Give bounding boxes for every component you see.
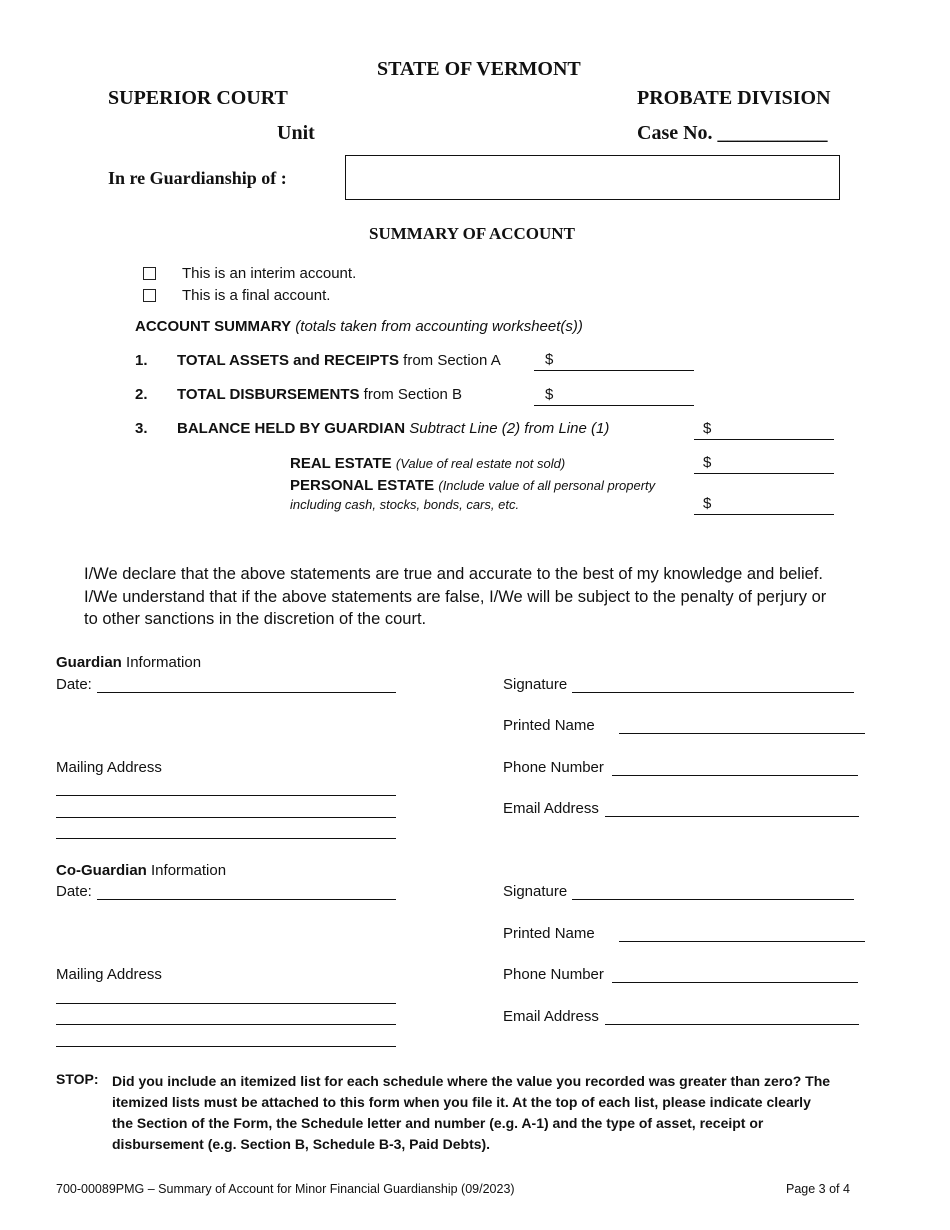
guardianship-name-field[interactable] — [345, 155, 840, 200]
stop-line-1: Did you include an itemized list for each schedule where the value you recorded was greater than zero? The — [112, 1073, 831, 1089]
guardian-printed-name-label: Printed Name — [503, 717, 595, 734]
declaration-line-2: I/We understand that if the above statements are false, I/We will be subject to the penalty of perjury or — [84, 587, 827, 606]
unit-label: Unit — [277, 122, 315, 144]
line-2-number: 2. — [135, 386, 148, 403]
coguardian-date-label: Date: — [56, 883, 92, 900]
declaration-line-1: I/We declare that the above statements are true and accurate to the best of my knowledge and belief. — [84, 565, 823, 583]
guardian-email-label: Email Address — [503, 800, 599, 817]
guardian-address-line-1[interactable] — [56, 795, 396, 796]
line-3-currency: $ — [703, 420, 712, 437]
account-summary-heading-note: (totals taken from accounting worksheet(s)) — [295, 318, 583, 335]
coguardian-date-field[interactable] — [97, 899, 396, 900]
guardian-phone-label: Phone Number — [503, 759, 604, 776]
state-heading: STATE OF VERMONT — [377, 58, 581, 80]
real-estate-amount-field[interactable] — [694, 473, 834, 474]
line-1-amount-field[interactable] — [534, 370, 694, 371]
real-estate-currency: $ — [703, 454, 712, 471]
coguardian-address-line-3[interactable] — [56, 1046, 396, 1047]
case-number-label: Case No. — [637, 122, 713, 144]
coguardian-signature-field[interactable] — [572, 899, 854, 900]
coguardian-printed-name-field[interactable] — [619, 941, 865, 942]
footer-form-id: 700-00089PMG – Summary of Account for Minor Financial Guardianship (09/2023) — [56, 1182, 515, 1196]
guardian-mailing-label: Mailing Address — [56, 759, 162, 776]
final-account-checkbox[interactable] — [143, 289, 156, 302]
guardian-address-line-3[interactable] — [56, 838, 396, 839]
coguardian-email-label: Email Address — [503, 1008, 599, 1025]
court-heading: SUPERIOR COURT — [108, 87, 288, 109]
line-3-label: BALANCE HELD BY GUARDIAN Subtract Line (2) from Line (1) — [177, 420, 610, 437]
real-estate-label: REAL ESTATE (Value of real estate not sold) — [290, 455, 566, 472]
guardian-phone-field[interactable] — [612, 775, 858, 776]
stop-line-4: disbursement (e.g. Section B, Schedule B-3, Paid Debts). — [112, 1136, 491, 1152]
stop-notice — [112, 1071, 830, 1155]
line-3-amount-field[interactable] — [694, 439, 834, 440]
inre-label: In re Guardianship of : — [108, 168, 287, 188]
guardian-signature-label: Signature — [503, 676, 568, 693]
declaration-line-3: to other sanctions in the discretion of the court. — [84, 610, 427, 628]
coguardian-email-field[interactable] — [605, 1024, 859, 1025]
guardian-date-label: Date: — [56, 676, 92, 693]
guardian-info-heading: Guardian Information — [56, 654, 202, 671]
stop-line-3: the Section of the Form, the Schedule letter and number (e.g. A-1) and the type of asset, receipt or — [112, 1115, 764, 1131]
guardian-signature-field[interactable] — [572, 692, 854, 693]
personal-estate-amount-field[interactable] — [694, 514, 834, 515]
division-heading: PROBATE DIVISION — [637, 87, 831, 109]
form-title: SUMMARY OF ACCOUNT — [369, 224, 575, 243]
coguardian-address-line-1[interactable] — [56, 1003, 396, 1004]
line-2-currency: $ — [545, 386, 554, 403]
stop-line-2: itemized lists must be attached to this form when you file it. At the top of each list, please indicate clearly — [112, 1094, 811, 1110]
guardian-email-field[interactable] — [605, 816, 859, 817]
line-2-label: TOTAL DISBURSEMENTS from Section B — [177, 386, 463, 403]
interim-account-checkbox[interactable] — [143, 267, 156, 280]
guardian-printed-name-field[interactable] — [619, 733, 865, 734]
personal-estate-label: PERSONAL ESTATE (Include value of all personal property — [290, 477, 656, 494]
account-summary-heading — [135, 318, 583, 335]
coguardian-info-heading: Co-Guardian Information — [56, 862, 227, 879]
personal-estate-note: including cash, stocks, bonds, cars, etc. — [290, 497, 520, 512]
case-number-field[interactable] — [637, 122, 828, 145]
line-1-currency: $ — [545, 351, 554, 368]
interim-account-label: This is an interim account. — [182, 265, 357, 282]
coguardian-address-line-2[interactable] — [56, 1024, 396, 1025]
coguardian-printed-name-label: Printed Name — [503, 925, 595, 942]
guardian-address-line-2[interactable] — [56, 817, 396, 818]
personal-estate-currency: $ — [703, 495, 712, 512]
coguardian-signature-label: Signature — [503, 883, 568, 900]
guardian-date-field[interactable] — [97, 692, 396, 693]
line-3-number: 3. — [135, 420, 148, 437]
coguardian-phone-field[interactable] — [612, 982, 858, 983]
stop-label: STOP: — [56, 1071, 99, 1087]
coguardian-mailing-label: Mailing Address — [56, 966, 162, 983]
line-1-number: 1. — [135, 352, 148, 369]
case-number-blank: ___________ — [717, 122, 828, 144]
line-1-label: TOTAL ASSETS and RECEIPTS from Section A — [177, 352, 501, 369]
footer-page-number: Page 3 of 4 — [786, 1182, 850, 1196]
declaration-text — [84, 563, 826, 631]
line-2-amount-field[interactable] — [534, 405, 694, 406]
final-account-label: This is a final account. — [182, 287, 331, 304]
account-summary-heading-bold: ACCOUNT SUMMARY — [135, 318, 292, 335]
coguardian-phone-label: Phone Number — [503, 966, 604, 983]
